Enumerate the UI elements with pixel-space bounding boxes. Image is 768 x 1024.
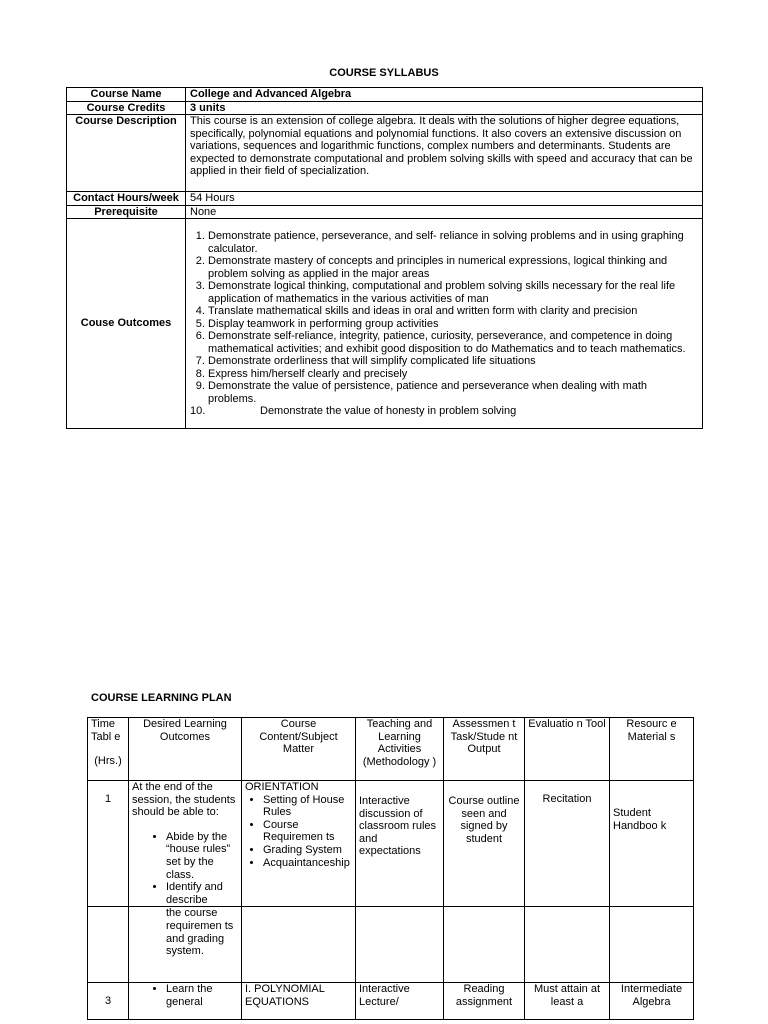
outcome-item: 2. Demonstrate mastery of concepts and principles in numerical expressions, logical thinking and problem solving as applied in the major areas: [208, 255, 698, 280]
prerequisite-label: Prerequisite: [67, 205, 186, 219]
course-description-label: Course Description: [67, 115, 186, 192]
outcome-item: 4. Translate mathematical skills and ideas in oral and written form with clarity and precision: [208, 305, 698, 318]
syllabus-table: [66, 87, 703, 429]
outcome-item: 6. Demonstrate self-reliance, integrity, patience, curiosity, perseverance, and competence in doing mathematical activities; and exhibit good disposition to do Mathematics and to teach mathematics.: [208, 330, 698, 355]
header-content: Course Content/Subject Matter: [242, 718, 356, 781]
learning-plan-title: COURSE LEARNING PLAN: [91, 692, 232, 704]
header-time: [88, 718, 129, 781]
row3-outcomes-list: [132, 983, 238, 1008]
course-description-value: This course is an extension of college algebra. It deals with the solutions of higher degree equations, specifically, polynomial equations and polynomial functions. It also covers an extensive discussion on variations, sequences and logarithmic functions, complex numbers and determinants. Students are expected to demonstrate computational and problem solving skills with speed and accuracy that can be applied in their field of specialization.: [186, 115, 703, 192]
row2-content: [242, 907, 356, 983]
outcome-item: 7. Demonstrate orderliness that will simplify complicated life situations: [208, 355, 698, 368]
row1-evaluation: Recitation: [525, 781, 610, 907]
row3-time: 3: [88, 983, 129, 1020]
outcome-item-10: [190, 405, 698, 418]
row3-assessment: Reading assignment: [444, 983, 525, 1020]
row2-assessment: [444, 907, 525, 983]
row2-resource: [610, 907, 694, 983]
outcomes-list: [190, 230, 698, 405]
contact-hours-value: 54 Hours: [186, 192, 703, 206]
row1-outcomes-list: [132, 831, 238, 907]
row1-content-list: [245, 794, 352, 870]
header-activities: Teaching and Learning Activities (Methodology ): [356, 718, 444, 781]
course-outcomes-cell: [186, 219, 703, 429]
content-bullet: • Acquaintanceship: [263, 857, 352, 870]
row2-activities: [356, 907, 444, 983]
outcome-item: 1. Demonstrate patience, perseverance, and self- reliance in solving problems and in using graphing calculator.: [208, 230, 698, 255]
header-time-label: Time Tabl e: [91, 718, 121, 743]
content-bullet: • Course Requiremen ts: [263, 819, 352, 844]
outcome-bullet: • Abide by the “house rules” set by the class.: [166, 831, 238, 881]
header-assessment: Assessmen t Task/Stude nt Output: [444, 718, 525, 781]
row3-outcomes: [129, 983, 242, 1020]
header-evaluation: Evaluatio n Tool: [525, 718, 610, 781]
syllabus-title: COURSE SYLLABUS: [329, 67, 439, 79]
row2-outcomes: [129, 907, 242, 983]
row1-resource: Student Handboo k: [610, 781, 694, 907]
row1-activities: Interactive discussion of classroom rules and expectations: [356, 781, 444, 907]
outcome-item: 5. Display teamwork in performing group activities: [208, 318, 698, 331]
row2-time: [88, 907, 129, 983]
outcome-item: 8. Express him/herself clearly and precisely: [208, 368, 698, 381]
row3-content: I. POLYNOMIAL EQUATIONS: [242, 983, 356, 1020]
outcome-bullet: • Identify and describe: [166, 881, 238, 906]
row3-resource: Intermediate Algebra: [610, 983, 694, 1020]
row1-outcomes-intro: At the end of the session, the students should be able to:: [132, 781, 236, 819]
content-bullet: • Setting of House Rules: [263, 794, 352, 819]
course-name-label: Course Name: [67, 88, 186, 102]
header-time-unit: (Hrs.): [94, 755, 122, 768]
course-credits-label: Course Credits: [67, 101, 186, 115]
course-credits-value: 3 units: [186, 101, 703, 115]
outcome-item: 9. Demonstrate the value of persistence, patience and perseverance when dealing with math problems.: [208, 380, 698, 405]
outcome-bullet: • Learn the general: [166, 983, 238, 1008]
header-outcomes: Desired Learning Outcomes: [129, 718, 242, 781]
outcome-text: Demonstrate the value of honesty in problem solving: [260, 405, 517, 417]
row2-evaluation: [525, 907, 610, 983]
row2-outcome-cont: the course requiremen ts and grading system.: [166, 907, 234, 958]
row1-time: 1: [88, 781, 129, 907]
content-bullet: • Grading System: [263, 844, 352, 857]
outcome-number: 10.: [190, 405, 206, 417]
row1-content: [242, 781, 356, 907]
outcome-item: 3. Demonstrate logical thinking, computational and problem solving skills necessary for the real life application of mathematics in the various activities of man: [208, 280, 698, 305]
row3-evaluation: Must attain at least a: [525, 983, 610, 1020]
prerequisite-value: None: [186, 205, 703, 219]
course-outcomes-label: Couse Outcomes: [67, 219, 186, 429]
row1-content-title: ORIENTATION: [245, 781, 319, 793]
row1-outcomes: [129, 781, 242, 907]
row3-activities: Interactive Lecture/: [356, 983, 444, 1020]
header-resource: Resourc e Material s: [610, 718, 694, 781]
course-name-value: College and Advanced Algebra: [186, 88, 703, 102]
learning-plan-table: [87, 717, 694, 1020]
row1-assessment: Course outline seen and signed by student: [444, 781, 525, 907]
contact-hours-label: Contact Hours/week: [67, 192, 186, 206]
